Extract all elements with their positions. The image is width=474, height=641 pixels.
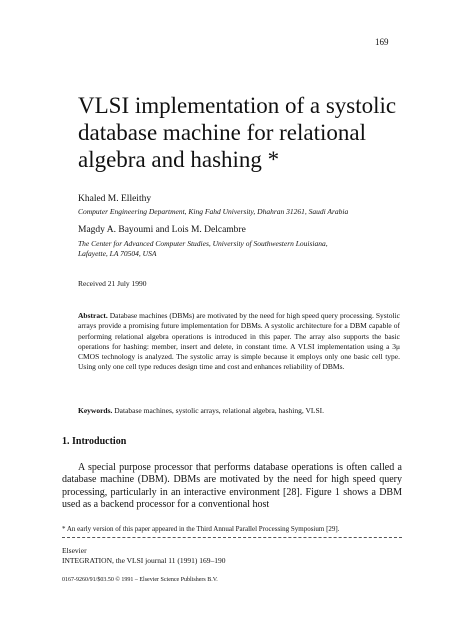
abstract-text: Database machines (DBMs) are motivated by the need for high speed query processing. Systolic arrays provide a promising future implementation for DBMs. A systolic architecture for a DBM capable of performing relational algebra operations is introduced in this paper. The array also supports the basic operations for hashing: member, insert and delete, in constant time. A VLSI implementation using a 3μ CMOS technology is analyzed. The systolic array is simple because it employs only one basic cell type. Using only one cell type reduces design time and cost and enhances reliability of DBMs.	[78, 311, 400, 372]
title-line-1: VLSI implementation of a systolic	[78, 93, 397, 118]
affiliation-2-line-2: Lafayette, LA 70504, USA	[78, 249, 157, 258]
page-number: 169	[375, 37, 389, 47]
keywords	[78, 406, 324, 415]
abstract	[78, 311, 400, 373]
copyright-line: 0167-9260/91/$03.50 © 1991 – Elsevier Science Publishers B.V.	[62, 577, 218, 583]
received-date: Received 21 July 1990	[78, 279, 147, 288]
author-names-2: Magdy A. Bayoumi and Lois M. Delcambre	[78, 225, 246, 235]
section-heading: 1. Introduction	[62, 436, 127, 447]
paper-title	[78, 92, 396, 173]
affiliation-1: Computer Engineering Department, King Fahd University, Dhahran 31261, Saudi Arabia	[78, 207, 349, 216]
keywords-label: Keywords.	[78, 406, 113, 415]
journal-citation: INTEGRATION, the VLSI journal 11 (1991) 169–190	[62, 556, 226, 565]
footnote: * An early version of this paper appeared in the Third Annual Parallel Processing Symposium [29].	[62, 525, 340, 533]
keywords-text: Database machines, systolic arrays, relational algebra, hashing, VLSI.	[114, 406, 325, 415]
publisher: Elsevier	[62, 546, 87, 555]
abstract-label: Abstract.	[78, 311, 108, 320]
footer-divider	[62, 537, 402, 538]
author-name-1: Khaled M. Elleithy	[78, 194, 152, 204]
title-line-2: database machine for relational	[78, 120, 366, 145]
affiliation-2-line-1: The Center for Advanced Computer Studies, University of Southwestern Louisiana,	[78, 239, 328, 248]
title-line-3: algebra and hashing *	[78, 147, 280, 172]
intro-paragraph: A special purpose processor that performs database operations is often called a database machine (DBM). DBMs are motivated by the need for high speed query processing, particularly in an interactive environment [28]. Figure 1 shows a DBM used as a backend processor for a conventional host	[62, 462, 402, 511]
